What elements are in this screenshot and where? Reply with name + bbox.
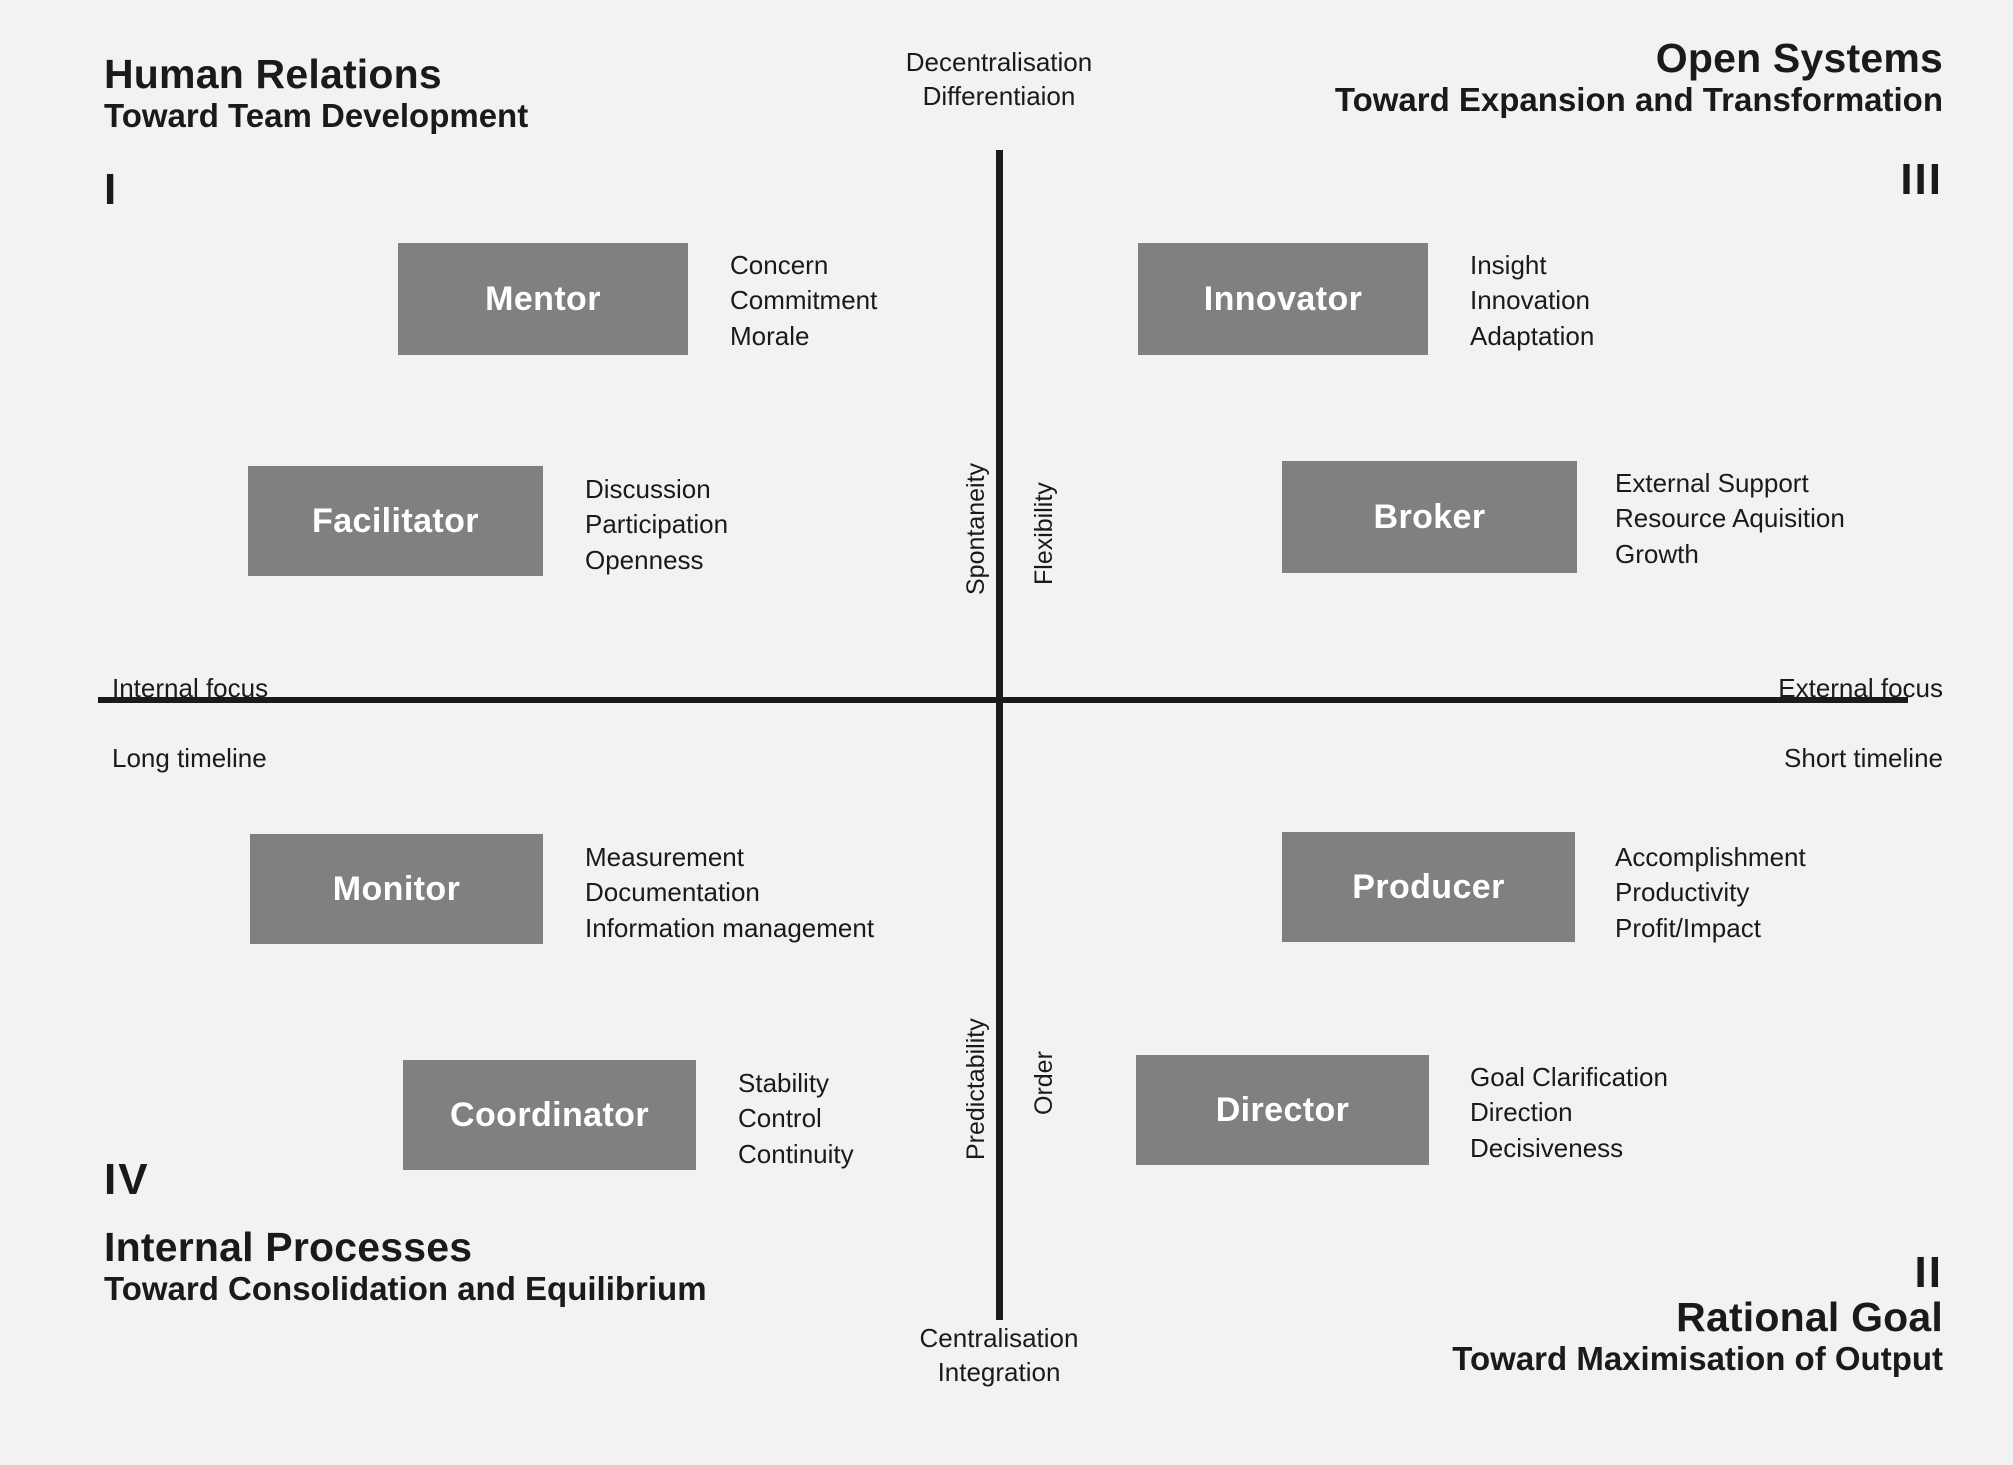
role-box-coordinator[interactable] — [403, 1060, 696, 1170]
role-label-innovator: Innovator — [1203, 279, 1363, 318]
role-attribute: Direction — [1470, 1097, 1573, 1128]
axis-word-order: Order — [1030, 1051, 1058, 1115]
role-attribute: Resource Aquisition — [1615, 503, 1845, 534]
quadrant-heading-human-relations — [104, 52, 528, 135]
axis-word-flexibility: Flexibility — [1030, 482, 1058, 585]
role-attributes-broker — [1615, 466, 1845, 572]
quadrant-title-human-relations: Human Relations — [104, 51, 442, 97]
role-box-broker[interactable] — [1282, 461, 1577, 573]
role-label-director: Director — [1215, 1090, 1350, 1129]
quadrant-numeral-iv: IV — [104, 1155, 150, 1204]
role-attributes-monitor — [585, 840, 874, 946]
axis-word-spontaneity: Spontaneity — [962, 462, 990, 595]
quadrant-heading-rational-goal — [1452, 1295, 1943, 1378]
role-attribute: Information management — [585, 912, 875, 943]
axis-label-long-timeline: Long timeline — [112, 743, 267, 773]
role-attributes-mentor — [730, 248, 877, 354]
role-attribute: Stability — [738, 1068, 830, 1098]
role-attribute: Continuity — [738, 1138, 854, 1169]
horizontal-axis — [98, 697, 1908, 703]
role-attribute: Goal Clarification — [1470, 1062, 1668, 1092]
axis-label-top — [894, 46, 1104, 114]
quadrant-subtitle-human-relations: Toward Team Development — [104, 96, 529, 134]
quadrant-heading-open-systems — [1335, 36, 1943, 119]
role-attribute: Productivity — [1615, 877, 1750, 908]
role-label-mentor: Mentor — [485, 279, 601, 318]
axis-label-bottom — [894, 1322, 1104, 1390]
role-box-director[interactable] — [1136, 1055, 1429, 1165]
quadrant-heading-internal-processes — [104, 1225, 707, 1308]
role-attribute: Documentation — [585, 877, 760, 908]
role-attribute: Profit/Impact — [1615, 912, 1761, 943]
role-attributes-innovator — [1470, 248, 1594, 354]
axis-label-decentralisation: Decentralisation — [905, 47, 1093, 77]
role-attribute: Measurement — [585, 842, 744, 872]
vertical-axis — [996, 150, 1003, 1320]
role-box-facilitator[interactable] — [248, 466, 543, 576]
role-attributes-coordinator — [738, 1066, 854, 1172]
role-attributes-facilitator — [585, 472, 728, 578]
quadrant-subtitle-internal-processes: Toward Consolidation and Equilibrium — [104, 1269, 707, 1307]
role-attribute: Morale — [730, 320, 810, 351]
axis-label-centralisation: Centralisation — [919, 1323, 1079, 1353]
role-box-monitor[interactable] — [250, 834, 543, 944]
role-attribute: Openness — [585, 544, 704, 575]
role-label-facilitator: Facilitator — [312, 501, 479, 540]
role-attributes-producer — [1615, 840, 1806, 946]
role-attributes-director — [1470, 1060, 1668, 1166]
quadrant-title-internal-processes: Internal Processes — [104, 1224, 473, 1270]
role-attribute: Control — [738, 1103, 822, 1134]
quadrant-subtitle-open-systems: Toward Expansion and Transformation — [1334, 80, 1943, 118]
role-attribute: Insight — [1470, 250, 1547, 280]
quadrant-title-rational-goal: Rational Goal — [1676, 1294, 1943, 1340]
axis-label-internal-focus: Internal focus — [112, 673, 269, 703]
role-label-producer: Producer — [1352, 867, 1505, 906]
role-attribute: Innovation — [1470, 285, 1590, 316]
axis-label-differentiation: Differentiaion — [922, 80, 1076, 111]
role-label-monitor: Monitor — [332, 869, 461, 908]
role-attribute: Decisiveness — [1470, 1132, 1624, 1163]
role-attribute: Adaptation — [1470, 320, 1595, 351]
role-label-broker: Broker — [1373, 497, 1486, 536]
role-box-producer[interactable] — [1282, 832, 1575, 942]
quadrant-numeral-iii: III — [1900, 155, 1943, 204]
role-attribute: Growth — [1615, 538, 1699, 569]
quadrant-numeral-ii: II — [1914, 1248, 1943, 1297]
role-attribute: Participation — [585, 509, 729, 540]
role-box-innovator[interactable] — [1138, 243, 1428, 355]
axis-label-external-focus: External focus — [1778, 673, 1943, 703]
role-label-coordinator: Coordinator — [450, 1095, 649, 1134]
axis-word-predictability: Predictability — [962, 1018, 990, 1160]
role-attribute: External Support — [1615, 468, 1809, 498]
role-attribute: Commitment — [730, 285, 878, 316]
quadrant-subtitle-rational-goal: Toward Maximisation of Output — [1452, 1339, 1943, 1377]
role-attribute: Accomplishment — [1615, 842, 1806, 872]
axis-label-short-timeline: Short timeline — [1784, 743, 1943, 773]
role-attribute: Discussion — [585, 474, 711, 504]
role-attribute: Concern — [730, 250, 829, 280]
axis-label-integration: Integration — [937, 1356, 1061, 1387]
role-box-mentor[interactable] — [398, 243, 688, 355]
quadrant-title-open-systems: Open Systems — [1655, 35, 1943, 81]
quadrant-numeral-i: I — [104, 165, 119, 214]
